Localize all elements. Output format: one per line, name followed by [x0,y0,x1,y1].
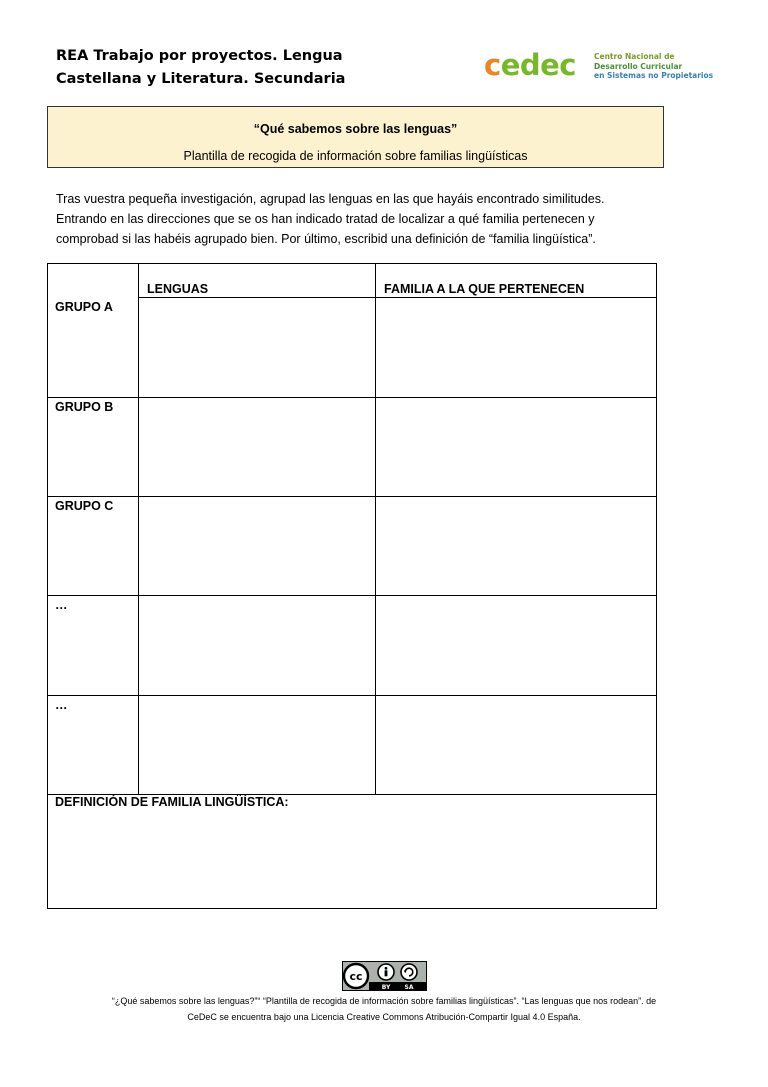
instructions-line-2: Entrando en las direcciones que se os han indicado tratad de localizar a qué familia pertenecen y [56,212,595,226]
row-label-grupo-a: GRUPO A [55,300,113,314]
instructions-paragraph [56,189,696,249]
svg-text:cc: cc [349,970,363,983]
header-title-line-1: REA Trabajo por proyectos. Lengua [56,48,343,64]
worksheet-subtitle: Plantilla de recogida de información sobre familias lingüísticas [183,149,528,163]
logo-sub-line-3: en Sistemas no Propietarios [594,71,714,80]
license-footer [0,993,768,1025]
cc-by-label: BY [381,984,391,991]
document-header-title [56,45,396,91]
logo-mark-c: c [484,48,501,82]
footer-line-1: “¿Qué sabemos sobre las lenguas?”“ “Plantilla de recogida de información sobre familias lingüísticas”. “Las lenguas que nos rodean”. de [111,996,657,1006]
header-title-line-2: Castellana y Literatura. Secundaria [56,71,346,87]
cedec-logo-subtitle [594,52,713,81]
table-row-divider [48,496,656,497]
row-label-ellipsis-2: … [55,698,68,712]
column-header-familia: FAMILIA A LA QUE PERTENECEN [384,282,585,296]
table-divider-col-1 [138,264,139,794]
logo-mark-rest: edec [500,48,576,82]
table-row-divider [48,397,656,398]
worksheet-title-box [47,106,664,168]
logo-sub-line-1: Centro Nacional de [594,52,675,61]
language-families-table [47,263,657,909]
logo-sub-line-2: Desarrollo Curricular [594,61,683,71]
row-label-grupo-b: GRUPO B [55,400,114,414]
definition-label: DEFINICIÓN DE FAMILIA LINGÜÍSTICA: [55,795,289,809]
table-row-divider [48,595,656,596]
cc-sa-label: SA [404,984,414,991]
instructions-line-1: Tras vuestra pequeña investigación, agrupad las lenguas en las que hayáis encontrado similitudes. [56,192,605,206]
instructions-line-3: comprobad si las habéis agrupado bien. Por último, escribid una definición de “familia lingüística”. [56,232,596,246]
footer-line-2: CeDeC se encuentra bajo una Licencia Creative Commons Atribución-Compartir Igual 4.0 España. [187,1012,581,1022]
cedec-logo [484,48,714,84]
cc-by-sa-icon [342,961,427,991]
row-label-grupo-c: GRUPO C [55,499,114,513]
worksheet-title: “Qué sabemos sobre las lenguas” [253,122,458,136]
table-row-divider [48,695,656,696]
column-header-lenguas: LENGUAS [147,282,209,296]
table-divider-col-2 [375,264,376,794]
table-header-divider [138,297,656,298]
row-label-ellipsis-1: … [55,598,68,612]
cedec-logo-mark [484,48,576,82]
